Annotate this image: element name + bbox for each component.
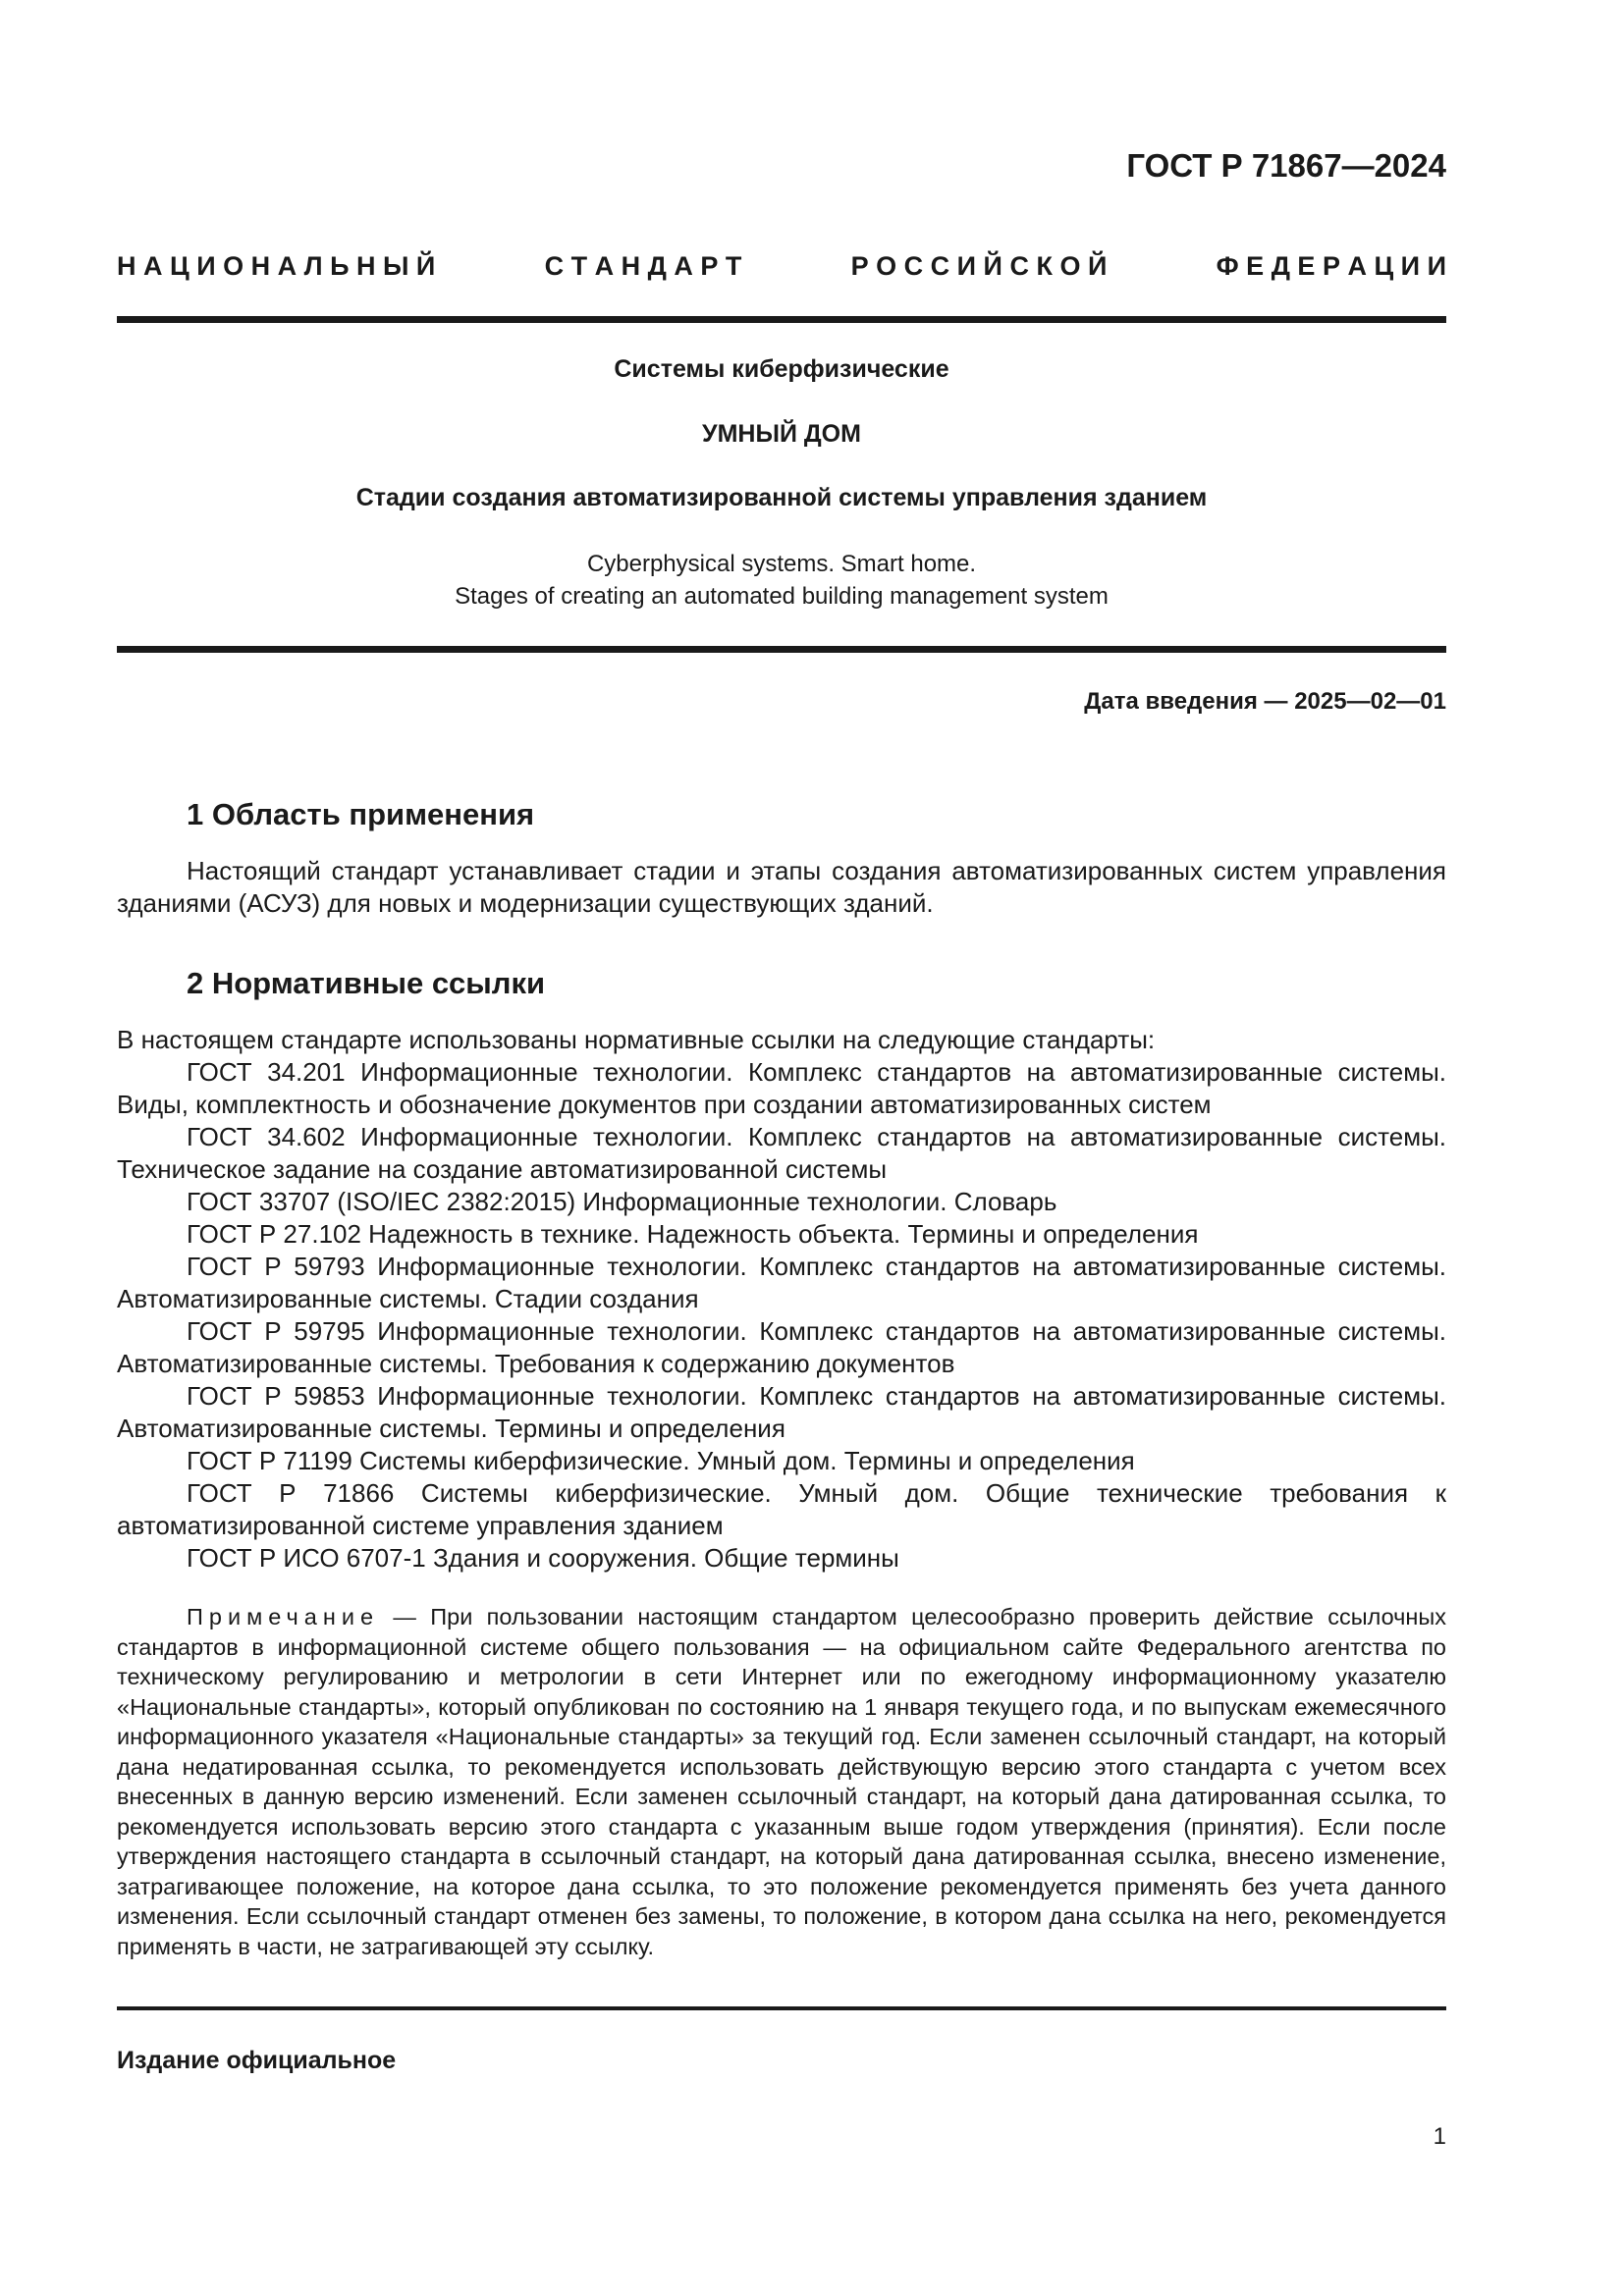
- title-english: [117, 548, 1446, 613]
- section-1-paragraph: Настоящий стандарт устанавливает стадии и этапы создания автоматизированных систем управления зданиями (АСУЗ) для новых и модернизации существующих зданий.: [117, 856, 1446, 918]
- note-paragraph: [117, 1602, 1446, 1961]
- official-edition-label: Издание официальное: [117, 2047, 397, 2074]
- title-english-line-1: Cyberphysical systems. Smart home.: [586, 551, 977, 577]
- reference-item: ГОСТ Р 71866 Системы киберфизические. Умный дом. Общие технические требования к автоматизированной системе управления зданием: [117, 1478, 1446, 1540]
- page-number: 1: [1433, 2123, 1446, 2150]
- normative-references: [117, 1024, 1446, 1575]
- note-label: Примечание: [187, 1604, 380, 1629]
- reference-item: ГОСТ Р ИСО 6707-1 Здания и сооружения. Общие термины: [187, 1543, 899, 1573]
- references-intro: В настоящем стандарте использованы нормативные ссылки на следующие стандарты:: [117, 1025, 1156, 1054]
- reference-item: ГОСТ Р 59793 Информационные технологии. Комплекс стандартов на автоматизированные системы. Автоматизированные системы. Стадии создания: [117, 1252, 1446, 1313]
- title-english-line-2: Stages of creating an automated building management system: [455, 583, 1109, 610]
- national-standard-banner: [117, 251, 1446, 282]
- document-designation: ГОСТ Р 71867—2024: [1126, 147, 1446, 184]
- reference-item: ГОСТ Р 59853 Информационные технологии. Комплекс стандартов на автоматизированные системы. Автоматизированные системы. Термины и определения: [117, 1381, 1446, 1443]
- reference-item: ГОСТ 33707 (ISO/IEC 2382:2015) Информационные технологии. Словарь: [187, 1187, 1057, 1216]
- reference-item: ГОСТ Р 71199 Системы киберфизические. Умный дом. Термины и определения: [187, 1446, 1135, 1475]
- banner-word-1: Н А Ц И О Н А Л Ь Н Ы Й: [117, 251, 436, 281]
- introduction-date: Дата введения — 2025—02—01: [1084, 688, 1446, 715]
- banner-word-2: С Т А Н Д А Р Т: [544, 251, 742, 281]
- banner-word-4: Ф Е Д Е Р А Ц И И: [1216, 251, 1446, 281]
- section-1-heading: 1 Область применения: [187, 797, 535, 831]
- title-divider: [117, 646, 1446, 653]
- reference-item: ГОСТ Р 59795 Информационные технологии. Комплекс стандартов на автоматизированные системы. Автоматизированные системы. Требования к содержанию документов: [117, 1316, 1446, 1378]
- reference-item: ГОСТ 34.201 Информационные технологии. Комплекс стандартов на автоматизированные системы. Виды, комплектность и обозначение документов при создании автоматизированных систем: [117, 1057, 1446, 1119]
- section-2-heading: 2 Нормативные ссылки: [187, 966, 546, 1000]
- section-1-text: [117, 855, 1446, 920]
- top-divider: [117, 316, 1446, 323]
- title-main: УМНЫЙ ДОМ: [702, 420, 861, 448]
- title-group: Системы киберфизические: [614, 355, 949, 383]
- references-note: [117, 1602, 1446, 1961]
- reference-item: ГОСТ 34.602 Информационные технологии. Комплекс стандартов на автоматизированные системы. Техническое задание на создание автоматизированной системы: [117, 1122, 1446, 1184]
- reference-item: ГОСТ Р 27.102 Надежность в технике. Надежность объекта. Термины и определения: [187, 1219, 1199, 1249]
- note-text: — При пользовании настоящим стандартом целесообразно проверить действие ссылочных стандартов в информационной системе общего пользования — на официальном сайте Федерального агентства по техническому регулированию и метрологии в сети Интернет или по ежегодному информационному указателю «Национальные стандарты», который опубликован по состоянию на 1 января текущего года, и по выпускам ежемесячного информационного указателя «Национальные стандарты» за текущий год. Если заменен ссылочный стандарт, на который дана недатированная ссылка, то рекомендуется использовать действующую версию этого стандарта с учетом всех внесенных в данную версию изменений. Если заменен ссылочный стандарт, на который дана датированная ссылка, то рекомендуется использовать версию этого стандарта с указанным выше годом утверждения (принятия). Если после утверждения настоящего стандарта в ссылочный стандарт, на который дана датированная ссылка, внесено изменение, затрагивающее положение, на которое дана ссылка, то это положение рекомендуется применять без учета данного изменения. Если ссылочный стандарт отменен без замены, то положение, в котором дана ссылка на него, рекомендуется применять в части, не затрагивающей эту ссылку.: [117, 1604, 1446, 1959]
- footer-divider: [117, 2006, 1446, 2010]
- title-subtitle: Стадии создания автоматизированной системы управления зданием: [355, 484, 1208, 511]
- banner-word-3: Р О С С И Й С К О Й: [850, 251, 1108, 281]
